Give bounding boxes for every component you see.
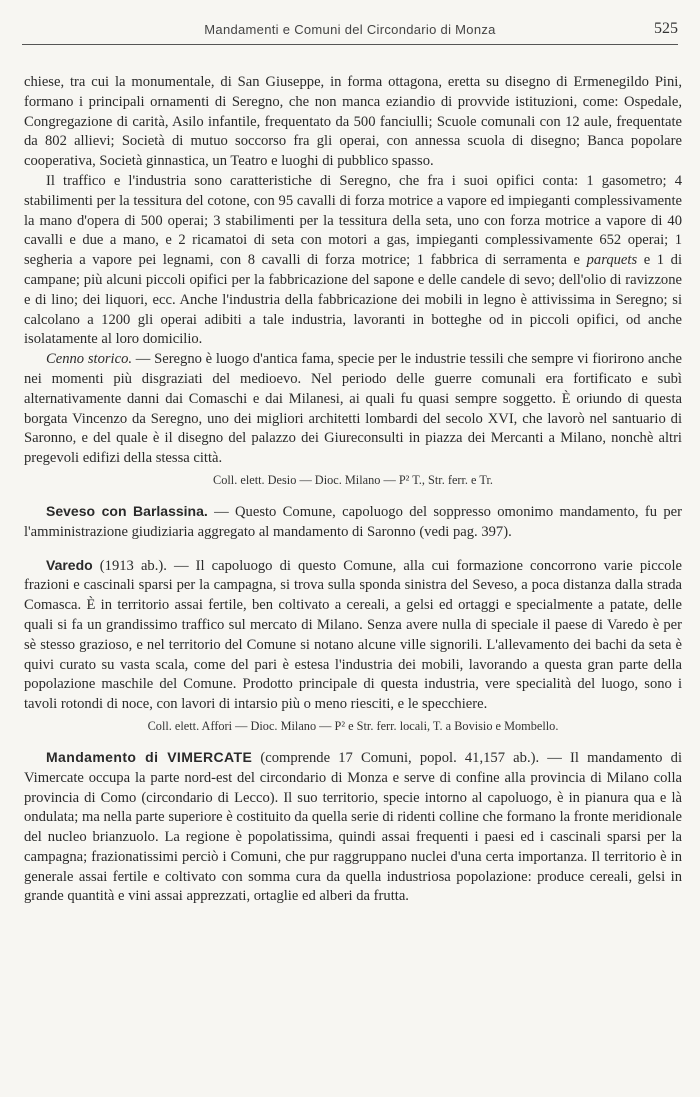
varedo-heading: Varedo (46, 556, 93, 573)
varedo-entry (24, 556, 682, 715)
varedo-text: (1913 ab.). — Il capoluogo di questo Comune, alla cui formazione concorrono varie piccole frazioni e cascinali sparsi per la campagna, si trova sulla sponda sinistra del Seveso, a poca distanza dalla strada Comasca. È in territorio assai fertile, ben coltivato a cereali, a gelsi ed ortaggi e specialmente a patate, delle quali si fa un grandissimo traffico sul mercato di Milano. Senza avere nulla di speciale il paese di Varedo è per sè stesso grazioso, e nel territorio del Comune si notano alcune ville signorili. L'allevamento dei bachi da seta è quivi curato su vasta scala, come del pari è estesa l'industria dei mobili, lavorando a questa gran parte della popolazione maschile del Comune. Prodotto principale di questa industria, vere specialità del luogo, sono i tavoli rotondi di noce, con lavori di intarsio più o meno riesciti, e le specchiere. (24, 557, 682, 713)
vimercate-heading: Mandamento di VIMERCATE (46, 748, 253, 765)
seregno-history-paragraph (24, 350, 682, 469)
seregno-industry-text-b: e 1 di campane; più alcuni piccoli opifici per la fabbricazione del sapone e delle candele di sevo; dell'olio di ravizzone e di lino; dei liquori, ecc. Anche l'industria della fabbricazione dei mobili in legno è attivissima in Seregno; si calcolano a 1200 gli operai adibiti a tale industria, lavoranti in botteghe od in piccoli opifici, od anche isolatamente al loro domicilio. (24, 252, 683, 348)
history-label: Cenno storico. (46, 351, 133, 368)
seregno-industry-italic: parquets (586, 252, 638, 269)
seregno-paragraph-2 (24, 172, 682, 350)
running-title: Mandamenti e Comuni del Circondario di Monza (204, 22, 496, 37)
history-text: — Seregno è luogo d'antica fama, specie per le industrie tessili che sempre vi fiorirono anche nei momenti più disgraziati del medioevo. Nel periodo delle guerre comunali era fortificato e subì alternativamente danni dai Comaschi e dai Milanesi, ai quali fu quasi sempre soggetto. È oriundo di questa borgata Vincenzo da Seregno, uno dei migliori architetti lombardi del secolo XVI, che lavorò nel santuario di Saronno, e del quale è il disegno del palazzo dei Giureconsulti in piazza dei Mercanti a Milano, nonchè altri pregevoli edifizi della stessa città. (24, 351, 682, 467)
seregno-paragraph-1: chiese, tra cui la monumentale, di San Giuseppe, in forma ottagona, eretta su disegno di Ermenegildo Pini, formano i principali ornamenti di Seregno, che non manca eziandio di provvide istituzioni, come: Ospedale, Congregazione di carità, Asilo infantile, frequentato da 500 fanciulli; Scuole comunali con 12 aule, frequentate da 802 allievi; Società di mutuo soccorso fra gli operai, con annessa scuola di disegno; Banca popolare cooperativa, Società ginnastica, un Teatro e luoghi di pubblico spasso. (24, 74, 682, 170)
page-body (24, 73, 682, 907)
seregno-note: Coll. elett. Desio — Dioc. Milano — P² T., Str. ferr. e Tr. (213, 472, 493, 487)
running-header (22, 22, 678, 45)
seregno-industry-text-a: Il traffico e l'industria sono caratteristiche di Seregno, che fra i suoi opifici conta: 1 gasometro; 4 stabilimenti per la tessitura del cotone, con 95 cavalli di forza motrice a vapore ed impieganti complessivamente la mano d'opera di 500 operai; 3 stabilimenti per la tessitura della seta, uno con forza motrice a vapore di 40 cavalli e due a mano, e 2 ricamatoi di seta con motori a gas, impieganti complessivamente 652 operai; 1 segheria a vapore pei legnami, con 8 cavalli di forza motrice; 1 fabbrica di serramenta e (24, 172, 682, 269)
varedo-note: Coll. elett. Affori — Dioc. Milano — P² e Str. ferr. locali, T. a Bovisio e Mombello. (147, 718, 559, 733)
seveso-heading: Seveso con Barlassina. (46, 502, 208, 519)
vimercate-text: (comprende 17 Comuni, popol. 41,157 ab.). — Il mandamento di Vimercate occupa la parte nord-est del circondario di Monza e serve di confine alla provincia di Milano colla provincia di Como (circondario di Lecco). Il suo territorio, specie intorno al capoluogo, è in pianura qua e là ondulata; ma nella parte superiore è costituito da quella serie di ridenti colline che formano la fronte meridionale del nucleo brianzuolo. La regione è popolatissima, quindi assai frequenti i paesi ed i cascinali sparsi per la campagna; frazionatissimi perciò i Comuni, che pur raggruppano nuclei d'una certa importanza. Il territorio è in generale assai fertile e coltivato con somma cura da quella industriosa popolazione: produce cereali, gelsi in grande quantità e vini assai apprezzati, ortaglie ed alberi da frutta. (24, 749, 682, 905)
page-number: 525 (654, 20, 678, 37)
seveso-entry (24, 502, 682, 543)
seveso-text: — Questo Comune, capoluogo del soppresso omonimo mandamento, fu per l'amministrazione giudiziaria aggregato al mandamento di Saronno (vedi pag. 397). (24, 503, 682, 540)
vimercate-entry (24, 748, 682, 907)
